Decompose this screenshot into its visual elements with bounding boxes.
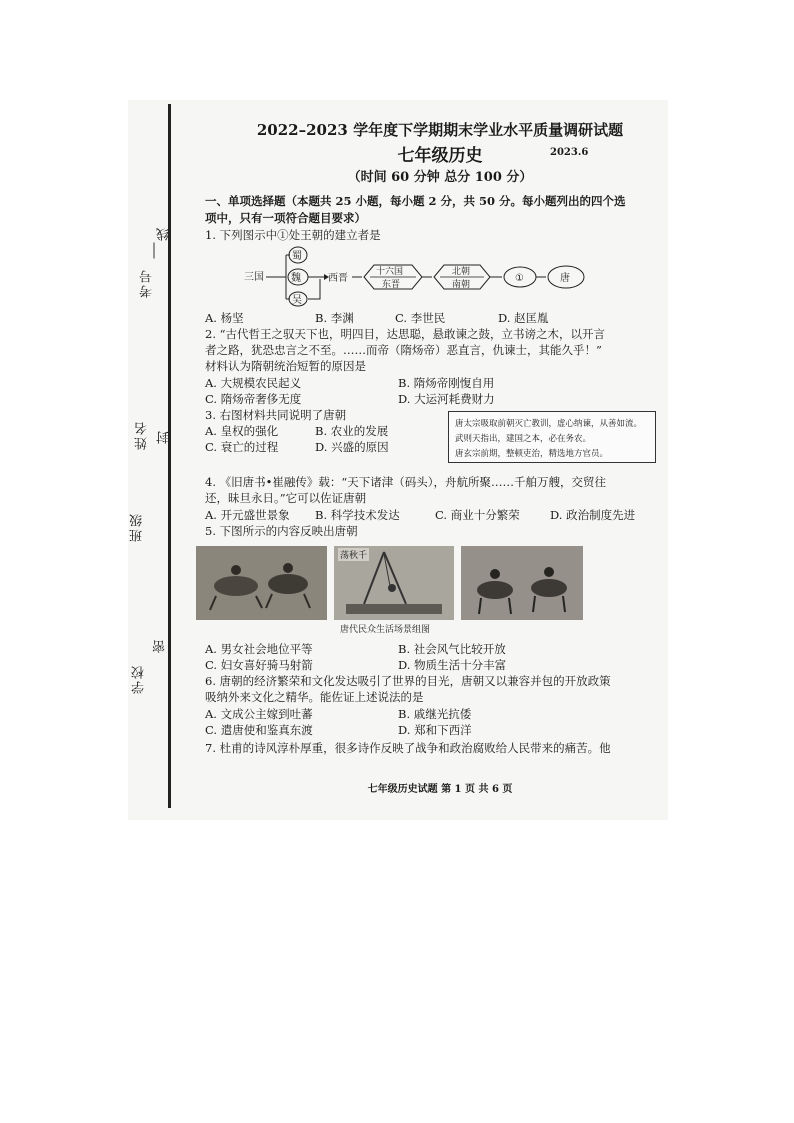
seal-char-line: 线 bbox=[157, 226, 172, 241]
seal-char-secret: 密 bbox=[153, 638, 168, 653]
q3-stem: 3. 右图材料共同说明了唐朝 bbox=[205, 408, 347, 422]
section1-heading-line2: 项中，只有一项符合题目要求） bbox=[205, 211, 366, 225]
q6-option-b: B. 戚继光抗倭 bbox=[398, 707, 472, 721]
q3-box-line3: 唐玄宗前期，整顿吏治，精选地方官员。 bbox=[455, 449, 609, 459]
q3-option-a: A. 皇权的强化 bbox=[205, 424, 279, 438]
q4-option-a: A. 开元盛世景象 bbox=[205, 508, 290, 522]
diagram-node-16kingdoms: 十六国 bbox=[376, 267, 404, 277]
swing-photo-label: 荡秋千 bbox=[338, 548, 369, 561]
q4-stem-line1: 4. 《旧唐书•崔融传》载：“天下诸津（码头），舟航所聚……千舶万艘，交贸往 bbox=[205, 475, 607, 489]
tang-life-photo-riders bbox=[461, 546, 583, 620]
q1-dynasty-diagram bbox=[240, 245, 600, 307]
diagram-node-blank: ① bbox=[515, 273, 524, 284]
section1-heading-line1: 一、单项选择题（本题共 25 小题，每小题 2 分，共 50 分。每小题列出的四个选 bbox=[205, 194, 626, 208]
q2-option-c: C. 隋炀帝奢侈无度 bbox=[205, 392, 302, 406]
diagram-state-wei: 魏 bbox=[291, 273, 301, 284]
exam-subtitle: 七年级历史 bbox=[397, 146, 483, 166]
q7-stem-line1: 7. 杜甫的诗风淳朴厚重，很多诗作反映了战争和政治腐败给人民带来的痛苦。他 bbox=[205, 741, 611, 755]
q4-option-c: C. 商业十分繁荣 bbox=[435, 508, 520, 522]
exam-time-info: （时间 60 分钟 总分 100 分） bbox=[347, 170, 533, 185]
q3-box-line2: 武则天指出，建国之本，必在务农。 bbox=[455, 434, 592, 444]
q5-option-a: A. 男女社会地位平等 bbox=[205, 642, 313, 656]
q2-stem-line3: 材料认为隋朝统治短暂的原因是 bbox=[205, 359, 366, 373]
diagram-node-dongjin: 东晋 bbox=[382, 280, 401, 290]
q6-stem-line2: 吸纳外来文化之精华。能佐证上述说法的是 bbox=[205, 690, 424, 704]
q1-option-b: B. 李渊 bbox=[315, 311, 354, 325]
school-label: 学校 bbox=[132, 664, 147, 694]
exam-date: 2023.6 bbox=[550, 147, 589, 158]
q6-option-a: A. 文成公主嫁到吐蕃 bbox=[205, 707, 313, 721]
exam-number-label: 考号 bbox=[140, 268, 155, 298]
q6-stem-line1: 6. 唐朝的经济繁荣和文化发达吸引了世界的目光，唐朝又以兼容并包的开放政策 bbox=[205, 674, 611, 688]
q2-option-b: B. 隋炀帝刚愎自用 bbox=[398, 376, 495, 390]
class-label: 班级 bbox=[130, 512, 145, 542]
q1-stem: 1. 下列图示中①处王朝的建立者是 bbox=[205, 228, 381, 242]
diagram-start: 三国 bbox=[244, 272, 264, 283]
seal-char-seal: 封 bbox=[157, 429, 172, 444]
q2-option-d: D. 大运河耗费财力 bbox=[398, 392, 495, 406]
q2-stem-line2: 者之路，犹恐忠言之不至。……而帝（隋炀帝）恶直言，仇谏士，其能久乎！” bbox=[205, 343, 602, 357]
hunting-scene-icon bbox=[196, 546, 327, 620]
tang-life-photo-swing bbox=[334, 546, 454, 620]
q6-option-d: D. 郑和下西洋 bbox=[398, 723, 472, 737]
diagram-state-shu: 蜀 bbox=[292, 251, 302, 262]
q3-material-box bbox=[448, 411, 656, 463]
q3-option-c: C. 衰亡的过程 bbox=[205, 440, 279, 454]
q5-option-d: D. 物质生活十分丰富 bbox=[398, 658, 507, 672]
q4-option-d: D. 政治制度先进 bbox=[550, 508, 636, 522]
q2-stem-line1: 2. “古代哲王之驭天下也，明四目，达思聪，悬敢谏之鼓，立书谤之木，以开言 bbox=[205, 327, 606, 341]
q5-option-b: B. 社会风气比较开放 bbox=[398, 642, 506, 656]
q5-option-c: C. 妇女喜好骑马射箭 bbox=[205, 658, 313, 672]
q1-option-c: C. 李世民 bbox=[395, 311, 446, 325]
diagram-state-wu: 吴 bbox=[292, 295, 302, 306]
exam-title: 2022–2023 学年度下学期期末学业水平质量调研试题 bbox=[256, 121, 624, 139]
name-label: 姓名 bbox=[135, 420, 150, 450]
binding-line bbox=[168, 104, 171, 808]
q4-option-b: B. 科学技术发达 bbox=[315, 508, 400, 522]
q1-option-a: A. 杨坚 bbox=[205, 311, 244, 325]
page-footer: 七年级历史试题 第 1 页 共 6 页 bbox=[367, 784, 513, 795]
q3-option-b: B. 农业的发展 bbox=[315, 424, 389, 438]
q2-option-a: A. 大规模农民起义 bbox=[205, 376, 302, 390]
diagram-node-tang: 唐 bbox=[560, 273, 570, 284]
q3-option-d: D. 兴盛的原因 bbox=[315, 440, 389, 454]
q1-option-d: D. 赵匡胤 bbox=[498, 311, 549, 325]
q5-stem: 5. 下图所示的内容反映出唐朝 bbox=[205, 524, 358, 538]
diagram-node-nanchao: 南朝 bbox=[452, 280, 471, 290]
q5-caption: 唐代民众生活场景组图 bbox=[340, 625, 431, 635]
tang-life-photo-hunting bbox=[196, 546, 327, 620]
q4-stem-line2: 还，昧旦永日。”它可以佐证唐朝 bbox=[205, 491, 367, 505]
blank-line bbox=[154, 243, 155, 259]
q3-box-line1: 唐太宗吸取前朝灭亡教训，虚心纳谏，从善如流。 bbox=[455, 419, 643, 429]
q6-option-c: C. 遣唐使和鉴真东渡 bbox=[205, 723, 313, 737]
diagram-node-beichao: 北朝 bbox=[452, 267, 471, 277]
riders-scene-icon bbox=[461, 546, 583, 620]
diagram-node-xijin: 西晋 bbox=[328, 273, 348, 284]
